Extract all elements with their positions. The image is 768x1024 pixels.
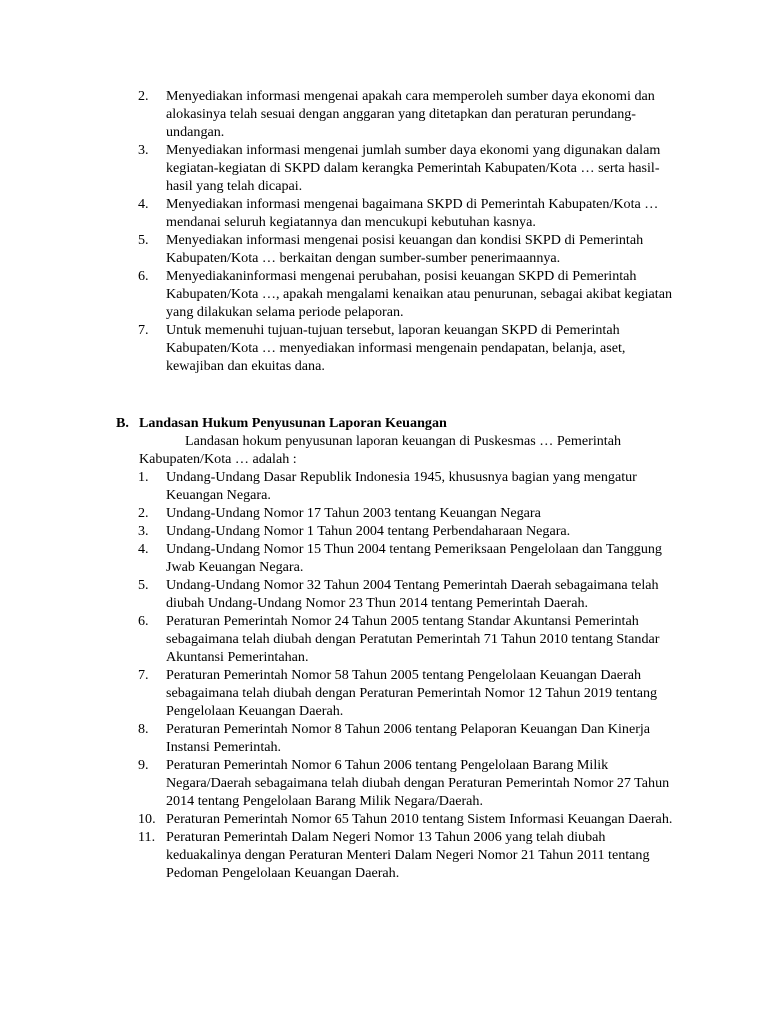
list-item <box>138 195 683 231</box>
list-item <box>138 720 683 756</box>
legal-basis-list <box>138 468 683 882</box>
list-number: 1. <box>138 469 149 485</box>
list-item <box>138 468 683 504</box>
list-text: Peraturan Pemerintah Nomor 24 Tahun 2005 tentang Standar Akuntansi Pemerintah sebagaimana telah diubah dengan Peratutan Pemerintah 71 Tahun 2010 tentang Standar Akuntansi Pemerintahan. <box>166 613 660 665</box>
list-number: 2. <box>138 505 149 521</box>
list-text: Undang-Undang Dasar Republik Indonesia 1945, khususnya bagian yang mengatur Keuangan Negara. <box>166 469 637 503</box>
list-text: Menyediakaninformasi mengenai perubahan, posisi keuangan SKPD di Pemerintah Kabupaten/Kota …, apakah mengalami kenaikan atau penurunan, sebagai akibat kegiatan yang dilakukan selama periode pelaporan. <box>166 268 672 320</box>
list-number: 5. <box>138 232 149 248</box>
list-item <box>138 522 683 540</box>
list-text: Undang-Undang Nomor 32 Tahun 2004 Tentang Pemerintah Daerah sebagaimana telah diubah Undang-Undang Nomor 23 Thun 2014 tentang Pemerintah Daerah. <box>166 577 659 611</box>
section-intro-paragraph: Landasan hokum penyusunan laporan keuangan di Puskesmas … Pemerintah Kabupaten/Kota … adalah : <box>139 433 622 467</box>
list-number: 2. <box>138 88 149 104</box>
list-item <box>138 756 683 810</box>
list-text: Undang-Undang Nomor 1 Tahun 2004 tentang Perbendaharaan Negara. <box>166 523 571 539</box>
list-text: Peraturan Pemerintah Nomor 58 Tahun 2005 tentang Pengelolaan Keuangan Daerah sebagaimana telah diubah dengan Peraturan Pemerintah Nomor 12 Tahun 2019 tentang Pengelolaan Keuangan Daerah. <box>166 667 658 719</box>
list-number: 3. <box>138 142 149 158</box>
list-text: Undang-Undang Nomor 15 Thun 2004 tentang Pemeriksaan Pengelolaan dan Tanggung Jwab Keuangan Negara. <box>166 541 662 575</box>
list-number: 4. <box>138 541 149 557</box>
list-item <box>138 828 683 882</box>
list-number: 5. <box>138 577 149 593</box>
section-title: Landasan Hukum Penyusunan Laporan Keuangan <box>139 415 447 431</box>
section-letter: B. <box>116 415 129 431</box>
list-number: 4. <box>138 196 149 212</box>
list-text: Undang-Undang Nomor 17 Tahun 2003 tentang Keuangan Negara <box>166 505 541 521</box>
list-item <box>138 576 683 612</box>
list-item <box>138 321 683 375</box>
list-item <box>138 612 683 666</box>
list-text: Menyediakan informasi mengenai apakah cara memperoleh sumber daya ekonomi dan alokasinya telah sesuai dengan anggaran yang ditetapkan dan peraturan perundang-undangan. <box>166 88 655 140</box>
list-number: 6. <box>138 613 149 629</box>
list-item <box>138 666 683 720</box>
list-number: 7. <box>138 667 149 683</box>
objectives-list <box>138 87 683 375</box>
list-number: 9. <box>138 757 149 773</box>
list-number: 8. <box>138 721 149 737</box>
list-text: Peraturan Pemerintah Nomor 65 Tahun 2010 tentang Sistem Informasi Keuangan Daerah. <box>166 811 673 827</box>
list-number: 6. <box>138 268 149 284</box>
list-number: 7. <box>138 322 149 338</box>
list-item <box>138 231 683 267</box>
list-text: Menyediakan informasi mengenai bagaimana SKPD di Pemerintah Kabupaten/Kota … mendanai seluruh kegiatannya dan mencukupi kebutuhan kasnya. <box>166 196 659 230</box>
list-item <box>138 810 683 828</box>
list-item <box>138 87 683 141</box>
section-heading <box>116 414 447 432</box>
list-text: Menyediakan informasi mengenai posisi keuangan dan kondisi SKPD di Pemerintah Kabupaten/Kota … berkaitan dengan sumber-sumber penerimaannya. <box>166 232 644 266</box>
list-item <box>138 141 683 195</box>
list-number: 3. <box>138 523 149 539</box>
list-text: Peraturan Pemerintah Nomor 6 Tahun 2006 tentang Pengelolaan Barang Milik Negara/Daerah sebagaimana telah diubah dengan Peraturan Pemerintah Nomor 27 Tahun 2014 tentang Pengelolaan Barang Milik Negara/Daerah. <box>166 757 670 809</box>
list-item <box>138 504 683 522</box>
list-item <box>138 267 683 321</box>
list-item <box>138 540 683 576</box>
list-text: Peraturan Pemerintah Nomor 8 Tahun 2006 tentang Pelaporan Keuangan Dan Kinerja Instansi Pemerintah. <box>166 721 651 755</box>
list-number: 10. <box>138 811 156 827</box>
list-text: Untuk memenuhi tujuan-tujuan tersebut, laporan keuangan SKPD di Pemerintah Kabupaten/Kota … menyediakan informasi mengenain pendapatan, belanja, aset, kewajiban dan ekuitas dana. <box>166 322 626 374</box>
list-text: Menyediakan informasi mengenai jumlah sumber daya ekonomi yang digunakan dalam kegiatan-kegiatan di SKPD dalam kerangka Pemerintah Kabupaten/Kota … serta hasil-hasil yang telah dicapai. <box>166 142 661 194</box>
list-number: 11. <box>138 829 156 845</box>
list-text: Peraturan Pemerintah Dalam Negeri Nomor 13 Tahun 2006 yang telah diubah keduakalinya dengan Peraturan Menteri Dalam Negeri Nomor 21 Tahun 2011 tentang Pedoman Pengelolaan Keuangan Daerah. <box>166 829 650 881</box>
